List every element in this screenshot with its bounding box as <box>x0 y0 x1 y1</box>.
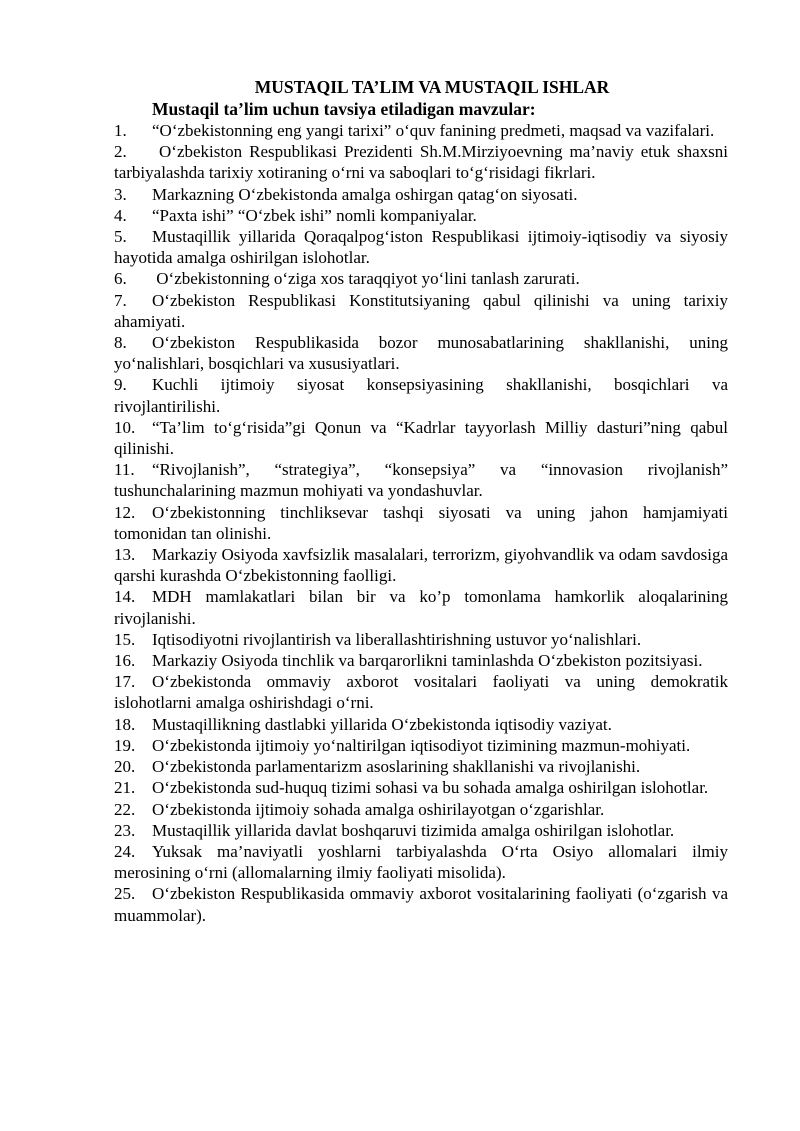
topic-number: 14. <box>114 587 136 607</box>
topic-number: 9. <box>114 375 127 395</box>
topic-list-item <box>114 332 728 374</box>
topic-number: 24. <box>114 841 136 861</box>
topic-list-item <box>114 184 728 205</box>
topic-text: O‘zbekiston Respublikasida ommaviy axborot vositalarining faoliyati (o‘zgarish va muammolar). <box>114 884 728 925</box>
topic-number: 1. <box>114 121 127 140</box>
topic-list-item <box>114 290 728 332</box>
topic-text: Markazning O‘zbekistonda amalga oshirgan qatag‘on siyosati. <box>152 184 578 204</box>
topic-list-item <box>114 502 728 544</box>
topic-text: Iqtisodiyotni rivojlantirish va liberallashtirishning ustuvor yo‘nalishlari. <box>152 629 642 649</box>
topic-number: 12. <box>114 502 136 522</box>
topic-list-item <box>114 374 728 416</box>
topic-number: 4. <box>114 205 127 225</box>
topic-text: O‘zbekistonning o‘ziga xos taraqqiyot yo‘lini tanlash zarurati. <box>152 269 580 289</box>
topic-list-item <box>114 650 728 671</box>
topic-number: 11. <box>114 460 135 480</box>
topic-list-item <box>114 205 728 226</box>
topic-text: O‘zbekistonda ijtimoiy sohada amalga oshirilayotgan o‘zgarishlar. <box>152 799 605 819</box>
topic-text: O‘zbekistonning tinchliksevar tashqi siyosati va uning jahon hamjamiyati tomonidan tan olinishi. <box>114 502 728 543</box>
topic-number: 18. <box>114 714 136 734</box>
topic-text: Mustaqillikning dastlabki yillarida O‘zbekistonda iqtisodiy vaziyat. <box>152 714 612 734</box>
topic-number: 3. <box>114 184 127 204</box>
topic-list-item <box>114 268 728 289</box>
topic-list-item <box>114 799 728 820</box>
topic-text: O‘zbekistonda parlamentarizm asoslarining shakllanishi va rivojlanishi. <box>152 757 641 777</box>
topic-list-item <box>114 417 728 459</box>
topic-number: 21. <box>114 778 136 798</box>
topic-list <box>114 120 728 926</box>
topic-list-item <box>114 714 728 735</box>
topic-list-item <box>114 586 728 628</box>
topic-text: Yuksak ma’naviyatli yoshlarni tarbiyalashda O‘rta Osiyo allomalari ilmiy merosining o‘rni (allomalarning ilmiy faoliyati misolida). <box>114 841 728 883</box>
topic-text: “Ta’lim to‘g‘risida”gi Qonun va “Kadrlar tayyorlash Milliy dasturi”ning qabul qilinishi. <box>114 417 728 459</box>
topic-list-item <box>114 883 728 925</box>
topic-number: 23. <box>114 820 136 840</box>
topic-list-item <box>114 629 728 650</box>
topic-number: 13. <box>114 545 136 565</box>
topic-number: 19. <box>114 735 136 755</box>
topic-text: Markaziy Osiyoda xavfsizlik masalalari, terrorizm, giyohvandlik va odam savdosiga qarshi kurashda O‘zbekistonning faolligi. <box>114 545 728 586</box>
topic-text: “Paxta ishi” “O‘zbek ishi” nomli kompaniyalar. <box>152 205 477 225</box>
topic-number: 7. <box>114 290 127 310</box>
topic-text: Mustaqillik yillarida davlat boshqaruvi tizimida amalga oshirilgan islohotlar. <box>152 820 675 840</box>
topic-text: O‘zbekistonda ommaviy axborot vositalari faoliyati va uning demokratik islohotlarni amalga oshirishdagi o‘rni. <box>114 672 728 713</box>
topic-number: 5. <box>114 227 127 247</box>
topic-list-item <box>114 459 728 501</box>
topic-list-item <box>114 141 728 183</box>
topic-text: O‘zbekiston Respublikasi Konstitutsiyaning qabul qilinishi va uning tarixiy ahamiyati. <box>114 290 728 331</box>
document-page <box>114 76 728 926</box>
topic-text: O‘zbekistonda ijtimoiy yo‘naltirilgan iqtisodiyot tizimining mazmun-mohiyati. <box>152 735 691 755</box>
topic-number: 8. <box>114 333 127 353</box>
topic-text: O‘zbekiston Respublikasi Prezidenti Sh.M.Mirziyoevning ma’naviy etuk shaxsni tarbiyalashda tarixiy xotiraning o‘rni va saboqlari to‘g‘risidagi fikrlari. <box>114 142 728 183</box>
document-subtitle: Mustaqil ta’lim uchun tavsiya etiladigan mavzular: <box>152 99 536 119</box>
topic-list-item <box>114 841 728 883</box>
topic-number: 17. <box>114 672 136 692</box>
topic-list-item <box>114 777 728 798</box>
topic-number: 20. <box>114 757 136 777</box>
topic-list-item <box>114 544 728 586</box>
topic-text: Markaziy Osiyoda tinchlik va barqarorlikni taminlashda O‘zbekiston pozitsiyasi. <box>152 651 703 671</box>
topic-number: 10. <box>114 417 136 437</box>
topic-text: “O‘zbekistonning eng yangi tarixi” o‘quv fanining predmeti, maqsad va vazifalari. <box>152 121 715 140</box>
topic-number: 15. <box>114 629 136 649</box>
topic-list-item <box>114 820 728 841</box>
topic-text: O‘zbekistonda sud-huquq tizimi sohasi va bu sohada amalga oshirilgan islohotlar. <box>152 778 709 798</box>
topic-list-item <box>114 671 728 713</box>
topic-text: Mustaqillik yillarida Qoraqalpog‘iston Respublikasi ijtimoiy-iqtisodiy va siyosiy hayotida amalga oshirilgan islohotlar. <box>114 227 728 268</box>
topic-number: 2. <box>114 142 127 162</box>
topic-text: Kuchli ijtimoiy siyosat konsepsiyasining shakllanishi, bosqichlari va rivojlantirilishi. <box>114 375 728 416</box>
topic-number: 22. <box>114 799 136 819</box>
topic-text: MDH mamlakatlari bilan bir va ko’p tomonlama hamkorlik aloqalarining rivojlanishi. <box>114 587 728 628</box>
topic-number: 16. <box>114 651 136 671</box>
document-title: MUSTAQIL TA’LIM VA MUSTAQIL ISHLAR <box>254 77 610 97</box>
topic-list-item <box>114 226 728 268</box>
topic-list-item <box>114 735 728 756</box>
topic-list-item <box>114 120 728 141</box>
topic-list-item <box>114 756 728 777</box>
topic-text: O‘zbekiston Respublikasida bozor munosabatlarining shakllanishi, uning yo‘nalishlari, bosqichlari va xususiyatlari. <box>114 333 728 374</box>
topic-number: 6. <box>114 269 127 289</box>
topic-number: 25. <box>114 884 136 904</box>
topic-text: “Rivojlanish”, “strategiya”, “konsepsiya” va “innovasion rivojlanish” tushunchalarining mazmun mohiyati va yondashuvlar. <box>114 460 728 501</box>
